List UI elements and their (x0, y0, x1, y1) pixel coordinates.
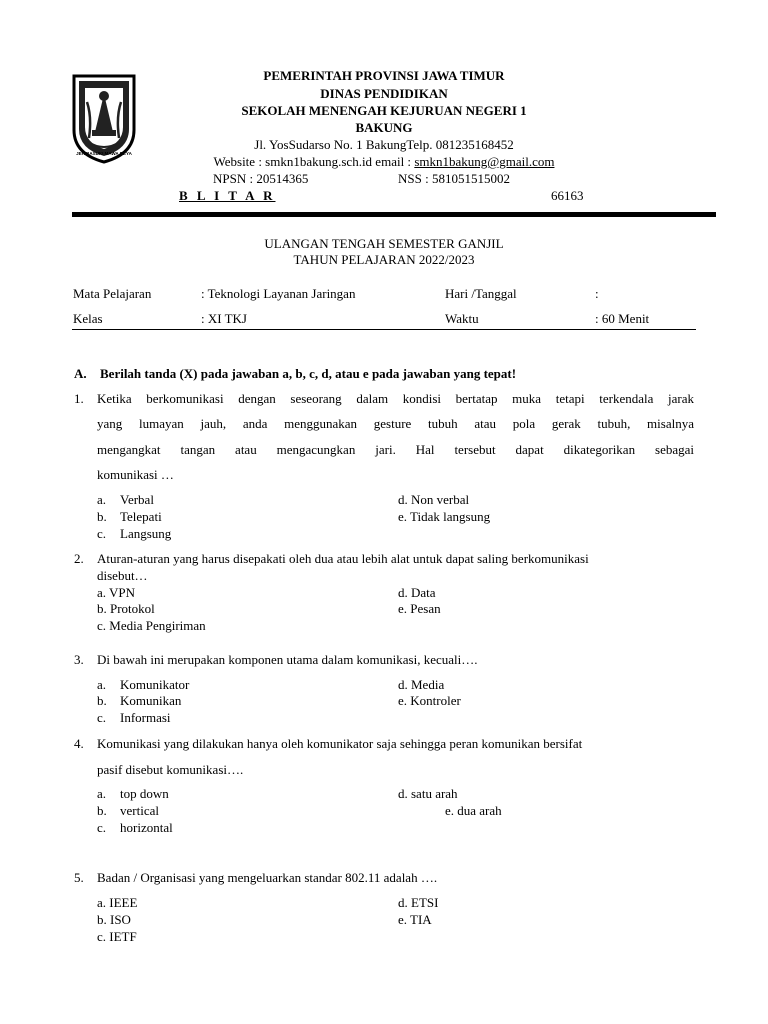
logo-motto: JER BASUKI MAWA BEYA (76, 151, 132, 156)
header-contact (0, 154, 768, 170)
q4-number: 4. (74, 736, 84, 751)
email-link[interactable]: smkn1bakung@gmail.com (414, 154, 555, 169)
q5-number: 5. (74, 870, 84, 885)
q4-option-c[interactable]: horizontal (120, 820, 173, 835)
q4-option-e[interactable]: e. dua arah (445, 803, 502, 818)
subject-value: : Teknologi Layanan Jaringan (201, 286, 356, 301)
q5-option-a[interactable]: a. IEEE (97, 895, 138, 910)
q5-line1: Badan / Organisasi yang mengeluarkan standar 802.11 adalah …. (97, 870, 438, 885)
q2-option-c[interactable]: c. Media Pengiriman (97, 618, 206, 633)
day-value: : (595, 286, 599, 301)
class-value: : XI TKJ (201, 311, 247, 326)
header-address: Jl. YosSudarso No. 1 BakungTelp. 081235168452 (254, 137, 514, 152)
q3-option-d[interactable]: d. Media (398, 677, 445, 692)
q2-option-e[interactable]: e. Pesan (398, 601, 441, 616)
q4-line2: pasif disebut komunikasi…. (97, 762, 244, 777)
section-marker: A. (74, 366, 87, 381)
q5-option-d[interactable]: d. ETSI (398, 895, 439, 910)
header-npsn: NPSN : 20514365 (213, 171, 309, 186)
time-value: : 60 Menit (595, 311, 650, 326)
q1-number: 1. (74, 391, 84, 406)
exam-title: ULANGAN TENGAH SEMESTER GANJIL (264, 236, 504, 251)
day-label: Hari /Tanggal (445, 286, 517, 301)
q4-option-a-letter: a. (97, 786, 107, 801)
q1-option-b-letter: b. (97, 509, 107, 524)
q5-option-b[interactable]: b. ISO (97, 912, 131, 927)
exam-year: TAHUN PELAJARAN 2022/2023 (293, 252, 475, 267)
q2-line1: Aturan-aturan yang harus disepakati oleh dua atau lebih alat untuk dapat saling berkomunikasi (97, 551, 589, 566)
q2-option-a[interactable]: a. VPN (97, 585, 136, 600)
header-city: B L I T A R (179, 188, 276, 203)
q2-option-d[interactable]: d. Data (398, 585, 436, 600)
q1-option-d[interactable]: d. Non verbal (398, 492, 470, 507)
header-nss: NSS : 581051515002 (398, 171, 510, 186)
q4-option-c-letter: c. (97, 820, 107, 835)
q1-option-b[interactable]: Telepati (120, 509, 162, 524)
header-line3: SEKOLAH MENENGAH KEJURUAN NEGERI 1 (241, 103, 527, 118)
q3-option-b[interactable]: Komunikan (120, 693, 182, 708)
q5-option-c[interactable]: c. IETF (97, 929, 137, 944)
q4-option-b-letter: b. (97, 803, 107, 818)
info-divider (72, 329, 696, 330)
class-label: Kelas (73, 311, 103, 326)
q4-option-a[interactable]: top down (120, 786, 169, 801)
q1-line2: yang lumayan jauh, anda menggunakan gesture tubuh atau pola gerak tubuh, misalnya (97, 416, 694, 431)
header-line2: DINAS PENDIDIKAN (320, 86, 448, 101)
header-postal: 66163 (551, 188, 584, 203)
time-label: Waktu (445, 311, 479, 326)
q4-option-b[interactable]: vertical (120, 803, 159, 818)
q3-option-c-letter: c. (97, 710, 107, 725)
header-divider (72, 212, 716, 217)
website-text: Website : smkn1bakung.sch.id email : (213, 154, 415, 169)
q3-option-e[interactable]: e. Kontroler (398, 693, 461, 708)
q1-option-c[interactable]: Langsung (120, 526, 172, 541)
q3-number: 3. (74, 652, 84, 667)
q1-option-a-letter: a. (97, 492, 107, 507)
q2-line2: disebut… (97, 568, 148, 583)
q3-line1: Di bawah ini merupakan komponen utama dalam komunikasi, kecuali…. (97, 652, 478, 667)
q3-option-c[interactable]: Informasi (120, 710, 171, 725)
q4-line1: Komunikasi yang dilakukan hanya oleh komunikator saja sehingga peran komunikan bersifat (97, 736, 583, 751)
section-instruction: Berilah tanda (X) pada jawaban a, b, c, d, atau e pada jawaban yang tepat! (100, 366, 517, 381)
q1-line4: komunikasi … (97, 467, 174, 482)
q1-option-e[interactable]: e. Tidak langsung (398, 509, 491, 524)
q1-line1: Ketika berkomunikasi dengan seseorang dalam kondisi bertatap muka tetapi terkendala jarak (97, 391, 694, 406)
q5-option-e[interactable]: e. TIA (398, 912, 432, 927)
header-line1: PEMERINTAH PROVINSI JAWA TIMUR (263, 68, 505, 83)
q2-number: 2. (74, 551, 84, 566)
q3-option-b-letter: b. (97, 693, 107, 708)
subject-label: Mata Pelajaran (73, 286, 152, 301)
q1-option-a[interactable]: Verbal (120, 492, 154, 507)
q1-line3: mengangkat tangan atau mengacungkan jari. Hal tersebut dapat dikategorikan sebagai (97, 442, 694, 457)
header-line4: BAKUNG (355, 120, 413, 135)
q3-option-a[interactable]: Komunikator (120, 677, 190, 692)
q2-option-b[interactable]: b. Protokol (97, 601, 155, 616)
q1-option-c-letter: c. (97, 526, 107, 541)
q4-option-d[interactable]: d. satu arah (398, 786, 458, 801)
q3-option-a-letter: a. (97, 677, 107, 692)
